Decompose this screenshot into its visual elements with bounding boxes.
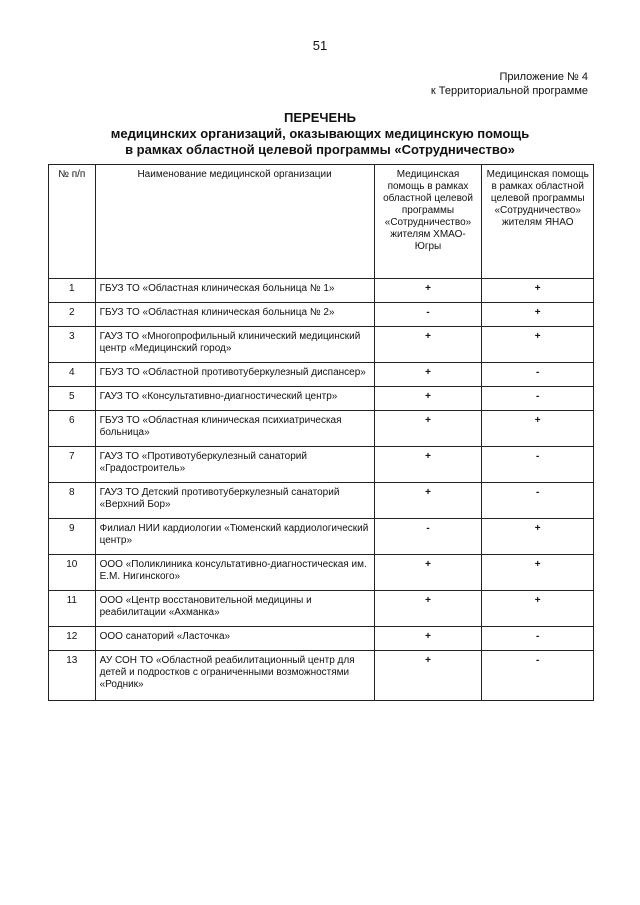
organization-name: ГАУЗ ТО «Многопрофильный клинический медицинский центр «Медицинский город» — [95, 327, 374, 363]
table-row — [49, 555, 594, 591]
yanao-mark: + — [482, 327, 594, 363]
khmao-mark: + — [374, 447, 482, 483]
yanao-mark: - — [482, 651, 594, 701]
khmao-mark: + — [374, 651, 482, 701]
table-row — [49, 651, 594, 701]
header-name: Наименование медицинской организации — [95, 165, 374, 279]
document-title — [0, 110, 640, 158]
khmao-mark: + — [374, 591, 482, 627]
appendix-line-1: Приложение № 4 — [499, 71, 588, 83]
khmao-mark: + — [374, 279, 482, 303]
organization-name: ООО «Центр восстановительной медицины и реабилитации «Ахманка» — [95, 591, 374, 627]
row-number: 1 — [49, 279, 96, 303]
organization-name: Филиал НИИ кардиологии «Тюменский кардиологический центр» — [95, 519, 374, 555]
table-row — [49, 363, 594, 387]
table-row — [49, 483, 594, 519]
title-line-3: в рамках областной целевой программы «Сотрудничество» — [125, 142, 515, 157]
row-number: 6 — [49, 411, 96, 447]
title-line-1: ПЕРЕЧЕНЬ — [284, 110, 356, 125]
yanao-mark: - — [482, 447, 594, 483]
yanao-mark: + — [482, 411, 594, 447]
table-row — [49, 303, 594, 327]
row-number: 9 — [49, 519, 96, 555]
yanao-mark: + — [482, 279, 594, 303]
yanao-mark: - — [482, 483, 594, 519]
khmao-mark: + — [374, 363, 482, 387]
table-row — [49, 411, 594, 447]
khmao-mark: + — [374, 483, 482, 519]
organization-name: ГБУЗ ТО «Областная клиническая психиатрическая больница» — [95, 411, 374, 447]
organization-name: ООО санаторий «Ласточка» — [95, 627, 374, 651]
appendix-line-2: к Территориальной программе — [430, 85, 588, 97]
row-number: 11 — [49, 591, 96, 627]
table-row — [49, 627, 594, 651]
table-row — [49, 279, 594, 303]
row-number: 13 — [49, 651, 96, 701]
table-row — [49, 591, 594, 627]
header-khmao: Медицинская помощь в рамках областной целевой программы «Сотрудничество» жителям ХМАО-Югры — [374, 165, 482, 279]
table-header-row — [49, 165, 594, 279]
table-row — [49, 387, 594, 411]
organizations-table — [48, 164, 594, 701]
table-row — [49, 327, 594, 363]
khmao-mark: - — [374, 303, 482, 327]
khmao-mark: + — [374, 411, 482, 447]
table-body — [49, 279, 594, 701]
row-number: 7 — [49, 447, 96, 483]
yanao-mark: - — [482, 387, 594, 411]
yanao-mark: + — [482, 555, 594, 591]
appendix-note — [431, 70, 588, 98]
row-number: 3 — [49, 327, 96, 363]
yanao-mark: - — [482, 627, 594, 651]
organization-name: ГАУЗ ТО «Консультативно-диагностический центр» — [95, 387, 374, 411]
organization-name: ГБУЗ ТО «Областная клиническая больница № 1» — [95, 279, 374, 303]
header-yanao: Медицинская помощь в рамках областной целевой программы «Сотрудничество» жителям ЯНАО — [482, 165, 594, 279]
row-number: 8 — [49, 483, 96, 519]
yanao-mark: + — [482, 303, 594, 327]
row-number: 2 — [49, 303, 96, 327]
yanao-mark: - — [482, 363, 594, 387]
row-number: 10 — [49, 555, 96, 591]
row-number: 5 — [49, 387, 96, 411]
table-row — [49, 519, 594, 555]
organization-name: ГБУЗ ТО «Областной противотуберкулезный диспансер» — [95, 363, 374, 387]
page-number: 51 — [312, 38, 328, 53]
organization-name: ГБУЗ ТО «Областная клиническая больница № 2» — [95, 303, 374, 327]
organization-name: ГАУЗ ТО «Противотуберкулезный санаторий «Градостроитель» — [95, 447, 374, 483]
header-num: № п/п — [49, 165, 96, 279]
yanao-mark: + — [482, 519, 594, 555]
khmao-mark: + — [374, 555, 482, 591]
khmao-mark: + — [374, 327, 482, 363]
title-line-2: медицинских организаций, оказывающих медицинскую помощь — [110, 126, 530, 141]
organization-name: ООО «Поликлиника консультативно-диагностическая им. Е.М. Нигинского» — [95, 555, 374, 591]
row-number: 12 — [49, 627, 96, 651]
organization-name: АУ СОН ТО «Областной реабилитационный центр для детей и подростков с ограниченными возможностями «Родник» — [95, 651, 374, 701]
organization-name: ГАУЗ ТО Детский противотуберкулезный санаторий «Верхний Бор» — [95, 483, 374, 519]
row-number: 4 — [49, 363, 96, 387]
khmao-mark: + — [374, 387, 482, 411]
khmao-mark: + — [374, 627, 482, 651]
table-row — [49, 447, 594, 483]
khmao-mark: - — [374, 519, 482, 555]
yanao-mark: + — [482, 591, 594, 627]
